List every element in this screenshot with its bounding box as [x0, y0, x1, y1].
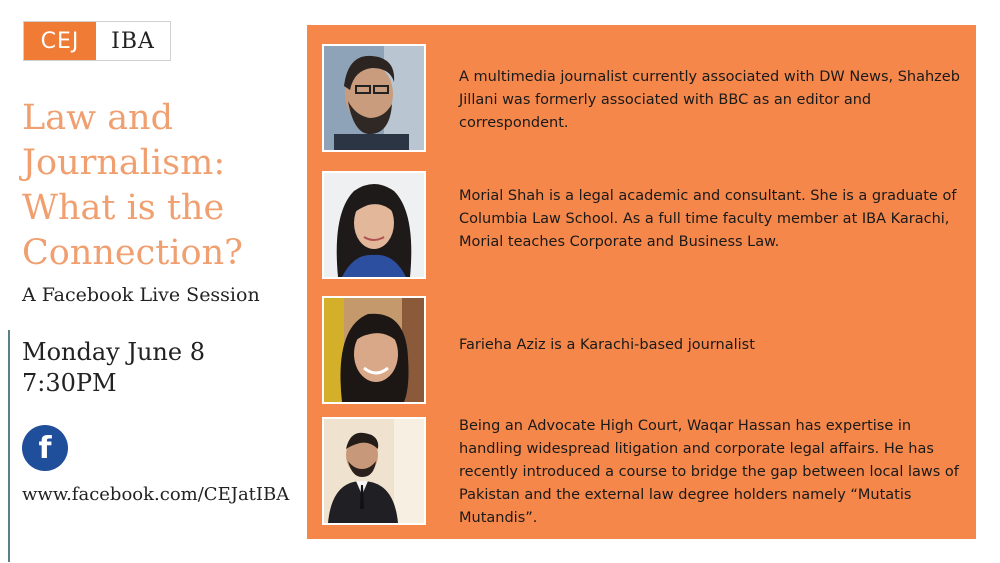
speaker-bio-waqar: Being an Advocate High Court, Waqar Hassan has expertise in handling widespread litigation and corporate legal affairs. He has recently introduced a course to bridge the gap between local laws of Pakistan and the external law degree holders namely “Mutatis Mutandis”. [459, 418, 959, 526]
facebook-url[interactable]: www.facebook.com/CEJatIBA [22, 484, 290, 505]
event-date: Monday June 8 [22, 338, 205, 366]
speaker-photo-farieha [322, 296, 426, 404]
speaker-photo-waqar [322, 417, 426, 525]
event-datetime [22, 337, 282, 399]
speaker-bio-shahzeb: A multimedia journalist currently associated with DW News, Shahzeb Jillani was formerly associated with BBC as an editor and correspondent. [459, 69, 960, 131]
event-title: Law and Journalism: What is the Connection? [22, 98, 243, 273]
divider-line [8, 330, 10, 562]
logo-cej: CEJ [24, 22, 96, 60]
event-subtitle: A Facebook Live Session [22, 284, 260, 306]
speaker-photo-shahzeb [322, 44, 426, 152]
event-time: 7:30PM [22, 369, 117, 397]
logo-iba: IBA [111, 28, 155, 54]
speakers-panel [307, 25, 976, 539]
facebook-icon[interactable]: f [22, 425, 68, 471]
speaker-bio-morial: Morial Shah is a legal academic and consultant. She is a graduate of Columbia Law School. As a full time faculty member at IBA Karachi, Morial teaches Corporate and Business Law. [459, 188, 957, 250]
cej-iba-logo [23, 21, 171, 61]
speaker-photo-morial [322, 171, 426, 279]
speaker-bio-farieha: Farieha Aziz is a Karachi-based journalist [459, 337, 755, 353]
